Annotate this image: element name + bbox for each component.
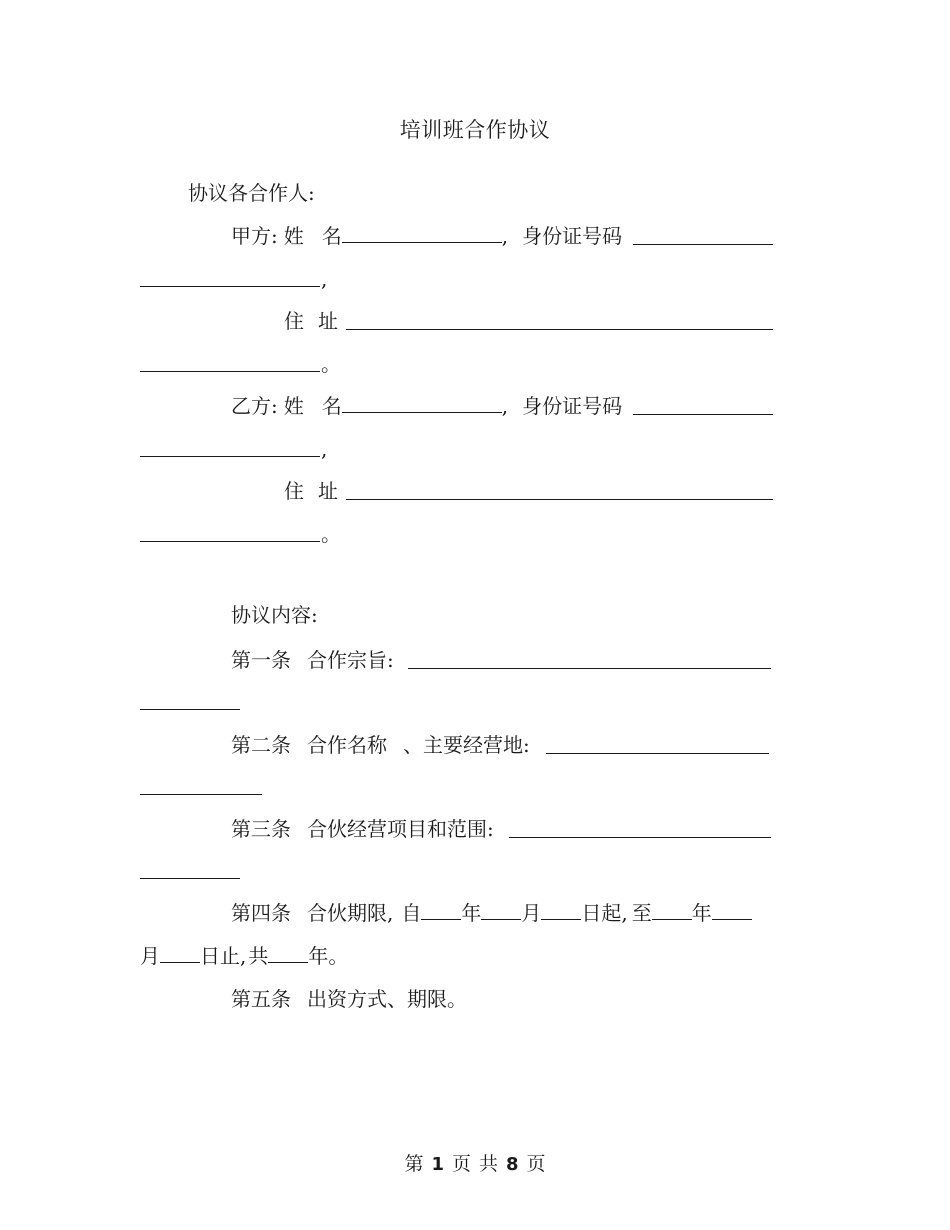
article-3-text: 合伙经营项目和范围: [307,817,494,841]
party-b-name-label-1: 姓 [283,394,304,418]
article-3-blank[interactable] [509,837,771,838]
article-5-number: 第五条 [231,987,291,1011]
article-1-blank-cont[interactable] [140,709,240,710]
party-b-name-blank[interactable] [342,392,502,413]
party-a-address-label-1: 住 [284,309,304,333]
party-b-address-label-1: 住 [284,479,304,503]
article-4-number: 第四条 [231,901,291,925]
total-pages-number: 8 [506,1154,519,1175]
article-3-blank-cont[interactable] [140,878,240,879]
end-month-blank[interactable] [712,899,752,920]
party-b-label: 乙方: [231,394,278,418]
parties-intro: 协议各合作人: [188,181,315,205]
article-5 [231,985,467,1013]
article-2 [231,731,530,759]
end-day-blank[interactable] [160,942,200,963]
article-4 [231,899,752,927]
article-4-month: 月 [521,901,542,925]
party-a-address-label-2: 址 [318,309,338,333]
end-year-blank[interactable] [652,899,692,920]
article-4-year-3: 年。 [308,944,349,968]
party-a-address-end: 。 [321,352,341,376]
party-b-id-end: , [321,437,328,461]
article-1-number: 第一条 [231,648,291,672]
party-a-name-label-1: 姓 [283,224,304,248]
party-b-id-blank-cont[interactable] [140,456,320,457]
article-4-year: 年 [461,901,482,925]
article-1 [231,646,394,674]
start-year-blank[interactable] [421,899,461,920]
start-month-blank[interactable] [481,899,521,920]
total-years-blank[interactable] [268,942,308,963]
article-4-text: 合伙期限, [307,901,394,925]
party-a-id-blank[interactable] [633,244,773,245]
article-2-blank-cont[interactable] [140,794,262,795]
article-2-text: 合作名称 [307,733,387,757]
article-2-text-2: 、主要经营地: [403,733,530,757]
party-a-name-label-2: 名 [321,224,342,248]
footer-total-word: 共 [479,1153,499,1175]
article-1-blank[interactable] [408,668,771,669]
party-a-label: 甲方: [231,224,278,248]
party-b-id-blank[interactable] [633,414,773,415]
party-a-address-line [284,307,338,335]
party-b-address-label-2: 址 [318,479,338,503]
party-b-address-blank[interactable] [346,499,773,500]
article-3-number: 第三条 [231,817,291,841]
party-a-id-end: , [321,267,328,291]
party-b-address-line [284,477,338,505]
footer-prefix: 第 [404,1153,424,1175]
party-a-name-suffix: , [501,224,509,248]
party-b-address-end: 。 [321,522,341,546]
party-b-address-blank-cont[interactable] [140,541,320,542]
footer-page-word: 页 [451,1153,471,1175]
footer-page-word-2: 页 [526,1153,546,1175]
start-day-blank[interactable] [541,899,581,920]
page-footer [0,1152,950,1177]
current-page-number: 1 [431,1154,444,1175]
article-4-to: 至 [631,901,652,925]
content-heading: 协议内容: [231,603,318,627]
article-2-number: 第二条 [231,733,291,757]
article-4-day-end: 日止, [200,944,247,968]
article-4-month-2: 月 [140,944,160,968]
article-2-blank[interactable] [546,753,769,754]
party-a-name-blank[interactable] [342,222,502,243]
article-5-text: 出资方式、期限。 [307,987,467,1011]
party-b-name-label-2: 名 [321,394,342,418]
party-b-name-line [231,392,622,420]
party-a-name-line [231,222,622,250]
article-3 [231,815,494,843]
article-1-text: 合作宗旨: [307,648,394,672]
article-4-from: 自 [401,901,422,925]
party-a-id-blank-cont[interactable] [140,286,320,287]
party-b-id-label: 身份证号码 [522,394,623,418]
party-a-address-blank-cont[interactable] [140,371,320,372]
document-title: 培训班合作协议 [399,118,551,142]
article-4-cont [140,942,348,970]
party-b-name-suffix: , [501,394,509,418]
article-4-year-2: 年 [691,901,712,925]
article-4-total: 共 [248,944,269,968]
article-4-day-start: 日起, [581,901,628,925]
party-a-id-label: 身份证号码 [522,224,623,248]
party-a-address-blank[interactable] [346,329,773,330]
